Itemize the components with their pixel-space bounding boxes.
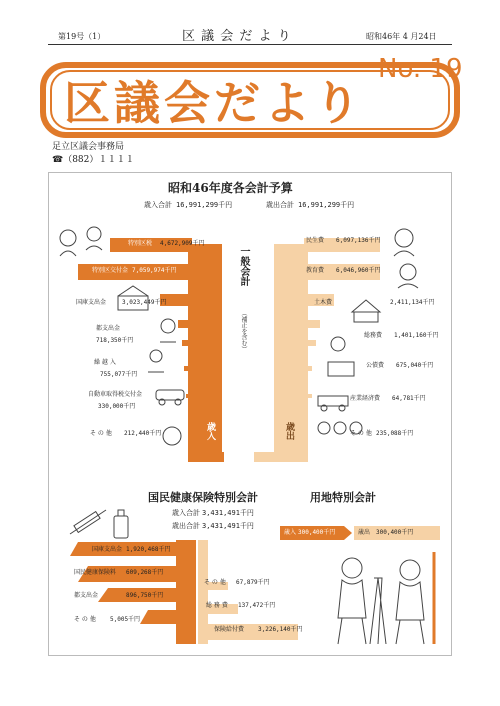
health-rev-value-1: 609,268千円 (126, 569, 164, 576)
surveyor-icon (322, 548, 444, 648)
health-rev-label-2: 都支出金 (74, 592, 99, 599)
person-icon (86, 227, 102, 250)
general-revenue-total: 16,991,299千円 (176, 201, 233, 209)
rev-label-1: 特別区交付金 (92, 267, 129, 274)
person-icon (160, 319, 176, 342)
money-bag-icon (163, 427, 181, 445)
exp-label-2: 土木費 (314, 299, 333, 306)
header-rule (48, 44, 452, 45)
exp-value-2: 2,411,134千円 (390, 299, 435, 306)
exp-value-0: 6,097,136千円 (336, 237, 381, 244)
general-heading: 昭和46年度各会計予算 (168, 181, 293, 195)
rev-label-0: 特別区税 (128, 240, 153, 247)
rev-value-0: 4,672,909千円 (160, 240, 205, 247)
health-rev-value-3: 5,005千円 (110, 616, 141, 623)
general-expense-total-label: 歳出合計 (266, 201, 294, 209)
person-icon (60, 230, 76, 256)
issue-date: 昭和46年 4 月24日 (366, 32, 437, 41)
general-expense-total: 16,991,299千円 (298, 201, 355, 209)
phone: ☎（882）１１１１ (52, 155, 135, 165)
car-icon (156, 390, 184, 405)
exp-label-0: 民生費 (306, 237, 325, 244)
health-exp-label-2: 保険給付費 (214, 626, 245, 633)
person-icon (394, 229, 414, 256)
general-center-note: （補正を含む） (240, 310, 247, 352)
health-exp-value-2: 3,226,140千円 (258, 626, 303, 633)
general-center-title: 一般会計 (238, 246, 249, 286)
building-icon (118, 286, 148, 310)
general-revenue-word: 歳入 (205, 422, 215, 440)
rev-value-3: 718,350千円 (96, 337, 134, 344)
exp-label-6: そ の 他 (350, 430, 372, 437)
rev-label-5: 自動車取得税交付金 (88, 391, 143, 398)
car-icon (318, 396, 348, 411)
exp-label-5: 産業経済費 (350, 395, 381, 402)
rev-value-4: 755,077千円 (100, 371, 138, 378)
exp-value-3: 1,401,160千円 (394, 332, 439, 339)
health-exp-label-0: そ の 他 (204, 579, 226, 586)
rev-label-6: そ の 他 (90, 430, 112, 437)
general-expense-word: 歳出 (284, 422, 294, 440)
syringe-icon (70, 510, 106, 534)
health-exp-label-1: 総 務 費 (206, 602, 228, 609)
exp-label-3: 総務費 (364, 332, 383, 339)
person-icon (331, 337, 345, 351)
rev-value-1: 7,059,974千円 (132, 267, 177, 274)
health-revenue-total-label: 歳入合計 (172, 509, 200, 517)
rev-value-2: 3,023,449千円 (122, 299, 167, 306)
health-rev-label-3: そ の 他 (74, 616, 96, 623)
health-rev-label-0: 国庫支出金 (92, 546, 123, 553)
rev-label-2: 国庫支出金 (76, 299, 107, 306)
header-title: 区 議 会 だ よ り (182, 29, 292, 44)
masthead-title: 区議会だより (64, 76, 364, 130)
land-revenue-value: 300,400千円 (298, 529, 336, 536)
health-heading: 国民健康保険特別会計 (148, 491, 258, 504)
health-rev-value-0: 1,920,468千円 (126, 546, 171, 553)
rev-label-4: 繰 越 入 (94, 359, 116, 366)
issue-number: 第19号（1） (58, 32, 106, 41)
person-icon (398, 264, 418, 288)
rev-value-6: 212,440千円 (124, 430, 162, 437)
land-expense-label: 歳出 (358, 529, 371, 536)
rev-label-3: 都支出金 (96, 325, 121, 332)
general-revenue-total-label: 歳入合計 (144, 201, 172, 209)
general-account-diagram (48, 216, 452, 476)
exp-value-1: 6,046,960千円 (336, 267, 381, 274)
land-expense-value: 300,400千円 (376, 529, 414, 536)
bottle-icon (114, 510, 128, 538)
land-heading: 用地特別会計 (310, 491, 376, 504)
rev-value-5: 330,000千円 (98, 403, 136, 410)
person-icon (148, 350, 164, 372)
exp-label-4: 公債費 (366, 362, 385, 369)
land-revenue-label: 歳入 (284, 529, 297, 536)
house-icon (352, 300, 380, 322)
health-expense-total: 3,431,491千円 (202, 522, 254, 530)
exp-label-1: 教育費 (306, 267, 325, 274)
health-revenue-total: 3,431,491千円 (202, 509, 254, 517)
exp-value-4: 675,040千円 (396, 362, 434, 369)
land-arrow (344, 526, 352, 540)
house-icon (328, 362, 354, 376)
health-exp-value-0: 67,879千円 (236, 579, 270, 586)
publisher: 足立区議会事務局 (52, 142, 125, 152)
issue-badge: No. 19 (378, 54, 463, 84)
health-expense-total-label: 歳出合計 (172, 522, 200, 530)
health-rev-label-1: 国民健康保険料 (74, 569, 117, 576)
health-rev-value-2: 896,750千円 (126, 592, 164, 599)
exp-value-6: 235,088千円 (376, 430, 414, 437)
health-exp-value-1: 137,472千円 (238, 602, 276, 609)
exp-value-5: 64,781千円 (392, 395, 426, 402)
